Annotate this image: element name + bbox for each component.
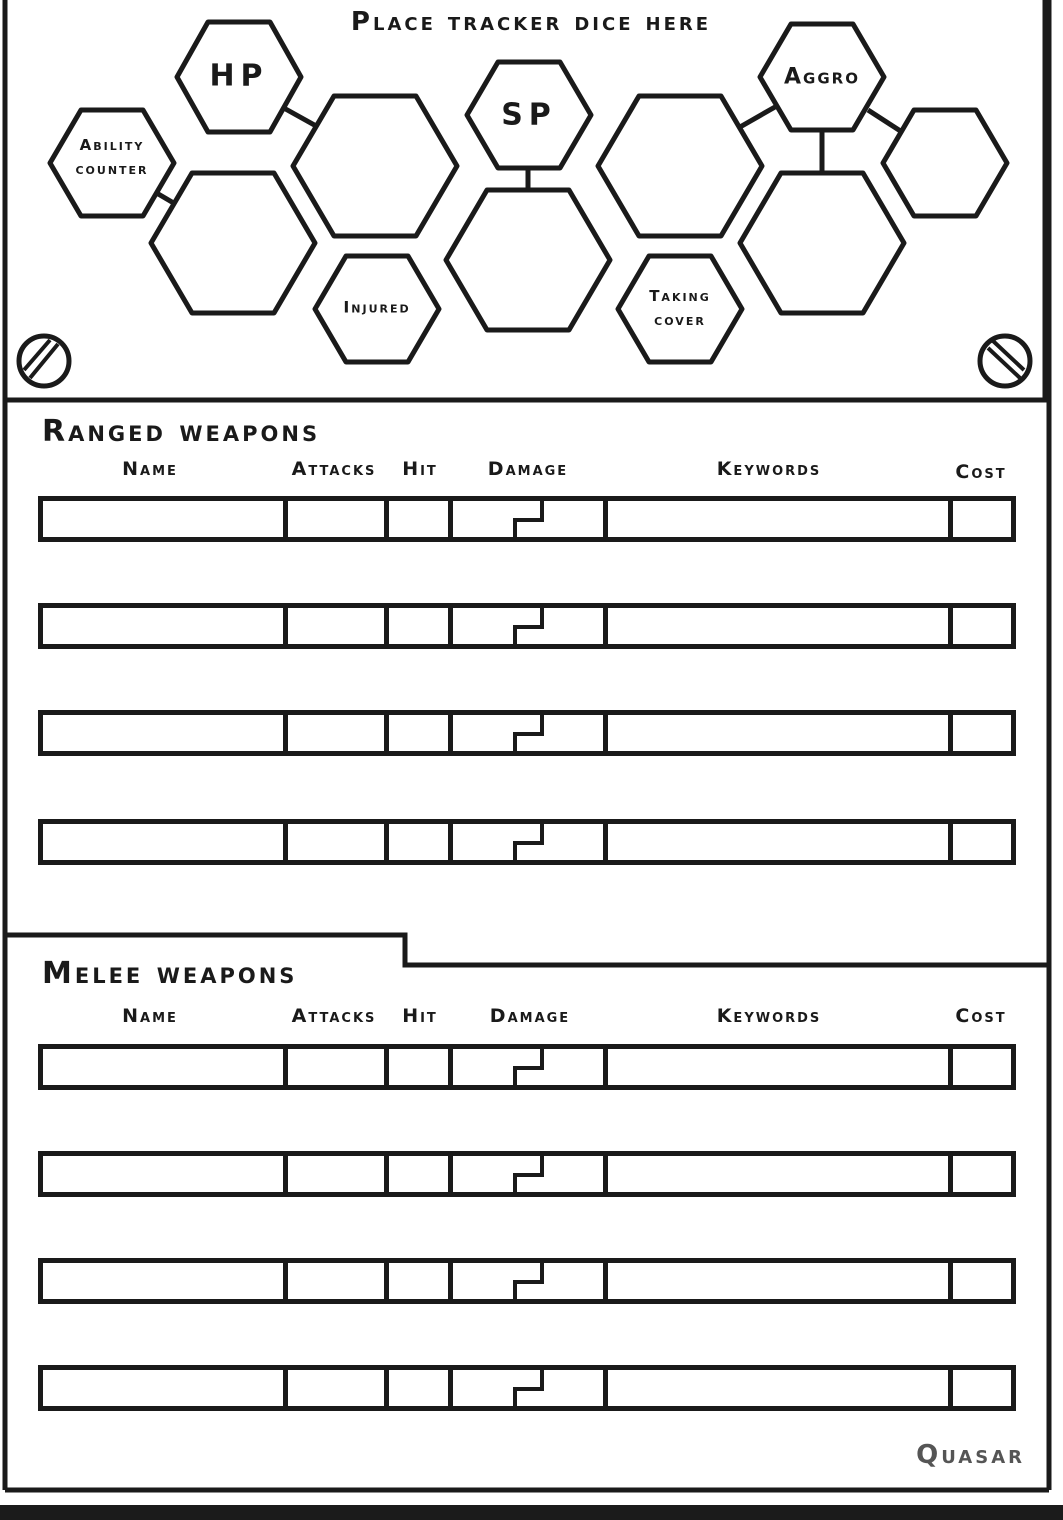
ranged-attacks-cell[interactable]	[288, 608, 389, 644]
melee-cost-cell[interactable]	[953, 1370, 1011, 1406]
ranged-col-hit: Hit	[402, 458, 438, 480]
melee-col-hit: Hit	[402, 1005, 438, 1027]
sp-label: SP	[501, 97, 557, 133]
ranged-keywords-cell[interactable]	[608, 824, 953, 860]
hp-die-slot-1	[293, 96, 457, 236]
ranged-hit-cell[interactable]	[389, 824, 453, 860]
brand-logo-text: Quasar	[916, 1440, 1025, 1470]
damage-split-divider	[510, 1370, 550, 1406]
ranged-cost-cell[interactable]	[953, 715, 1011, 751]
ranged-attacks-cell[interactable]	[288, 501, 389, 537]
bottom-bar	[0, 1505, 1063, 1520]
melee-attacks-cell[interactable]	[288, 1263, 389, 1299]
melee-cost-cell[interactable]	[953, 1049, 1011, 1085]
melee-hit-cell[interactable]	[389, 1049, 453, 1085]
ranged-hit-cell[interactable]	[389, 715, 453, 751]
ranged-col-name: Name	[122, 458, 178, 480]
screw-icon-right	[980, 336, 1030, 386]
melee-attacks-cell[interactable]	[288, 1049, 389, 1085]
ranged-weapon-row	[38, 496, 1016, 542]
ranged-hit-cell[interactable]	[389, 501, 453, 537]
sp-die-slot	[446, 190, 610, 330]
melee-col-damage: Damage	[489, 1005, 571, 1027]
damage-split-divider	[510, 1263, 550, 1299]
ranged-name-cell[interactable]	[43, 824, 288, 860]
tracker-title: Place tracker dice here	[350, 7, 712, 37]
aggro-die-slot-2	[740, 173, 904, 313]
ranged-weapon-row	[38, 819, 1016, 865]
melee-col-name: Name	[122, 1005, 178, 1027]
melee-name-cell[interactable]	[43, 1370, 288, 1406]
aggro-label: Aggro	[784, 64, 860, 90]
damage-split-divider	[510, 608, 550, 644]
melee-weapon-row	[38, 1365, 1016, 1411]
ranged-keywords-cell[interactable]	[608, 715, 953, 751]
melee-weapon-row	[38, 1151, 1016, 1197]
ranged-keywords-cell[interactable]	[608, 501, 953, 537]
melee-attacks-cell[interactable]	[288, 1370, 389, 1406]
melee-col-cost: Cost	[955, 1005, 1007, 1027]
melee-keywords-cell[interactable]	[608, 1263, 953, 1299]
melee-keywords-cell[interactable]	[608, 1156, 953, 1192]
melee-col-keywords: Keywords	[716, 1005, 822, 1027]
melee-cost-cell[interactable]	[953, 1156, 1011, 1192]
hp-label: HP	[209, 58, 269, 94]
melee-name-cell[interactable]	[43, 1049, 288, 1085]
damage-split-divider	[510, 501, 550, 537]
ranged-section-title: Ranged weapons	[42, 414, 321, 449]
melee-name-cell[interactable]	[43, 1263, 288, 1299]
ranged-weapon-row	[38, 710, 1016, 756]
ranged-cost-cell[interactable]	[953, 608, 1011, 644]
melee-hit-cell[interactable]	[389, 1263, 453, 1299]
melee-name-cell[interactable]	[43, 1156, 288, 1192]
melee-hit-cell[interactable]	[389, 1156, 453, 1192]
hp-die-slot-2	[151, 173, 315, 313]
ranged-name-cell[interactable]	[43, 715, 288, 751]
melee-weapon-row	[38, 1044, 1016, 1090]
ranged-attacks-cell[interactable]	[288, 824, 389, 860]
ranged-attacks-cell[interactable]	[288, 715, 389, 751]
ranged-col-attacks: Attacks	[291, 458, 377, 480]
ranged-name-cell[interactable]	[43, 501, 288, 537]
taking-cover-label-1: Taking	[649, 287, 711, 305]
melee-col-attacks: Attacks	[291, 1005, 377, 1027]
aggro-die-slot-3	[883, 110, 1007, 216]
tracker-panel	[0, 0, 1063, 410]
melee-keywords-cell[interactable]	[608, 1370, 953, 1406]
melee-weapon-row	[38, 1258, 1016, 1304]
screw-icon-left	[19, 336, 69, 386]
ranged-cost-cell[interactable]	[953, 501, 1011, 537]
damage-split-divider	[510, 824, 550, 860]
injured-label: Injured	[343, 297, 411, 317]
ranged-col-cost: Cost	[955, 461, 1007, 483]
ranged-col-keywords: Keywords	[716, 458, 822, 480]
damage-split-divider	[510, 715, 550, 751]
melee-keywords-cell[interactable]	[608, 1049, 953, 1085]
ranged-cost-cell[interactable]	[953, 824, 1011, 860]
melee-section-title: Melee weapons	[42, 956, 298, 991]
ability-counter-label-1: Ability	[79, 136, 145, 154]
melee-hit-cell[interactable]	[389, 1370, 453, 1406]
melee-attacks-cell[interactable]	[288, 1156, 389, 1192]
ranged-hit-cell[interactable]	[389, 608, 453, 644]
ranged-keywords-cell[interactable]	[608, 608, 953, 644]
melee-cost-cell[interactable]	[953, 1263, 1011, 1299]
ranged-col-damage: Damage	[487, 458, 569, 480]
ranged-name-cell[interactable]	[43, 608, 288, 644]
aggro-die-slot-1	[598, 96, 762, 236]
taking-cover-label-2: cover	[654, 311, 706, 329]
taking-cover-hex	[618, 256, 742, 362]
damage-split-divider	[510, 1049, 550, 1085]
ranged-weapon-row	[38, 603, 1016, 649]
damage-split-divider	[510, 1156, 550, 1192]
ability-counter-label-2: counter	[75, 160, 149, 178]
